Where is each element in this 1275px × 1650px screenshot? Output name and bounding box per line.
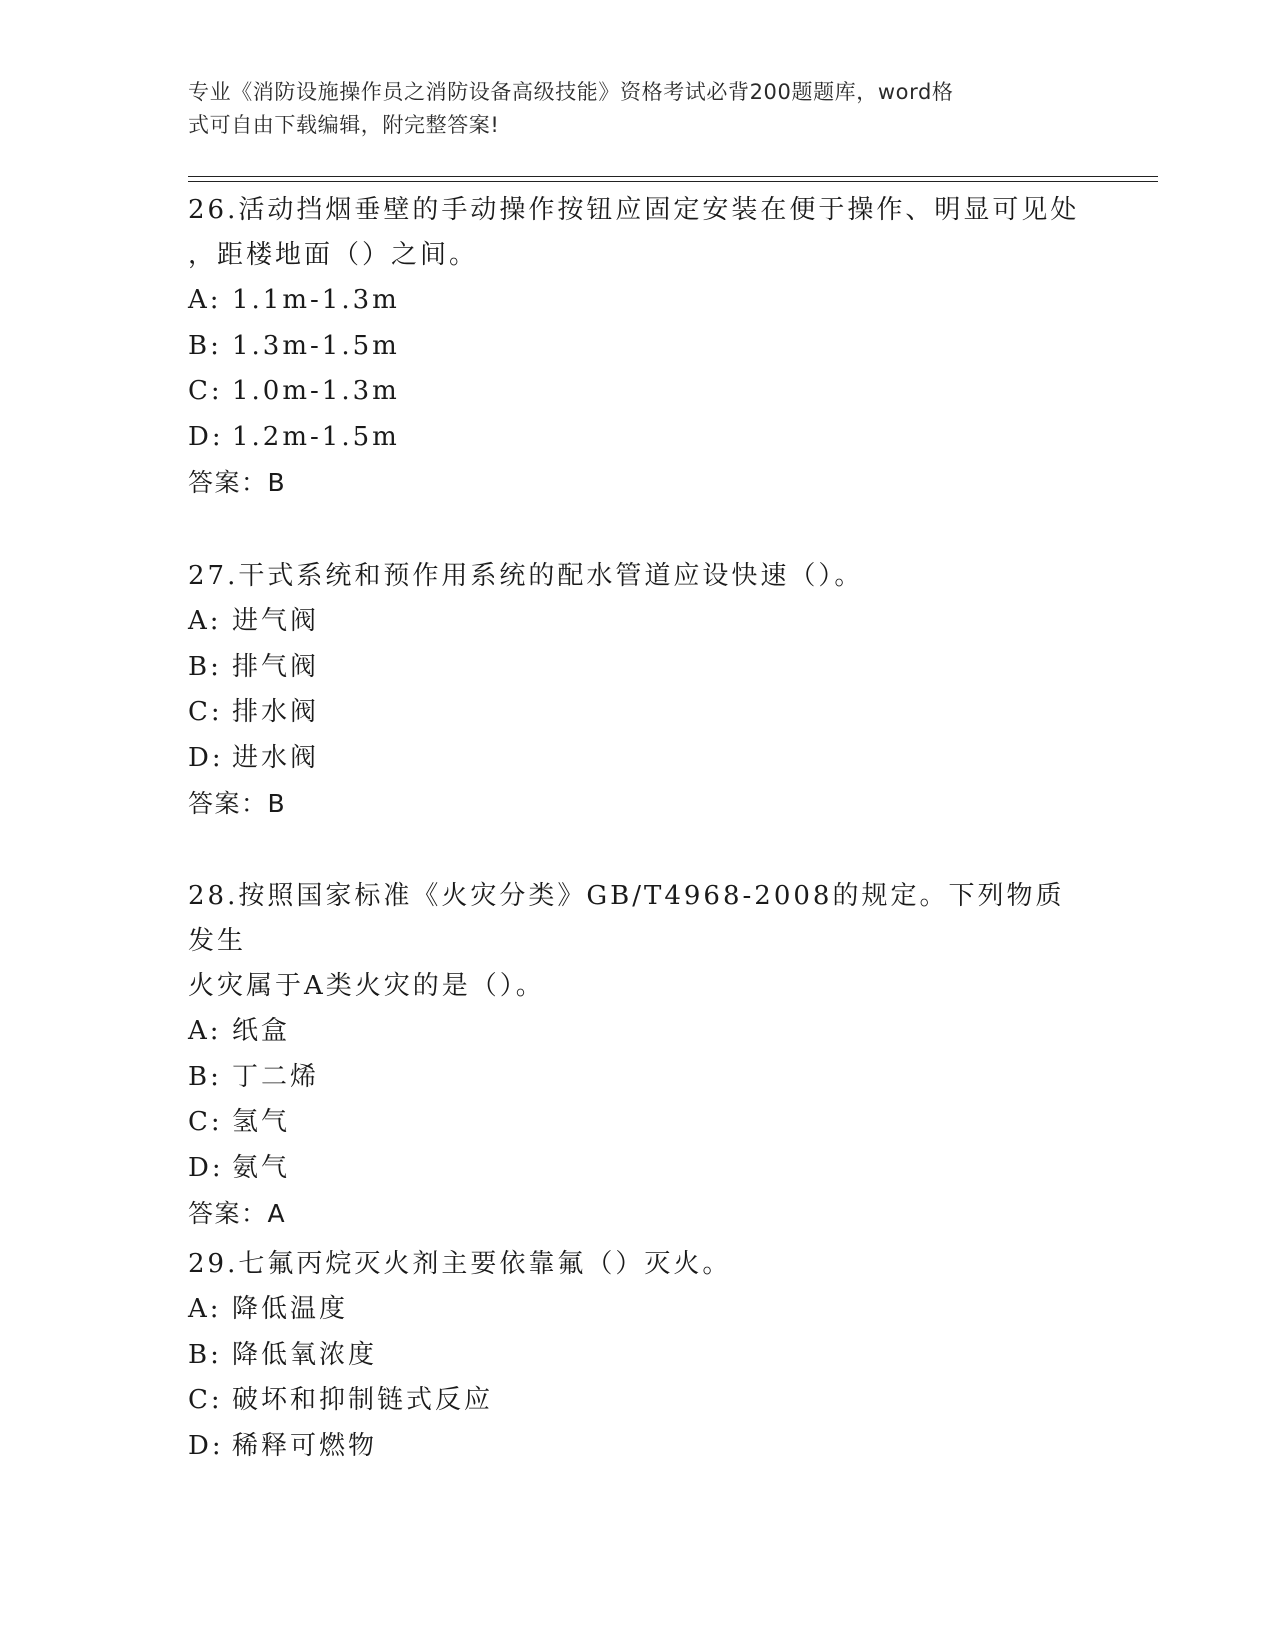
option-c xyxy=(188,690,1088,736)
document-header xyxy=(188,76,1088,142)
header-line-1: 专业《消防设施操作员之消防设备高级技能》资格考试必背200题题库，word格 xyxy=(188,80,954,104)
option-letter: A: xyxy=(188,1016,222,1046)
question-text-line-1: 26.活动挡烟垂壁的手动操作按钮应固定安装在便于操作、明显可见处 xyxy=(188,195,1080,225)
answer-line: 答案：B xyxy=(188,789,287,818)
question-29 xyxy=(188,1242,1088,1469)
option-a xyxy=(188,599,1088,645)
option-letter: D: xyxy=(188,421,224,452)
option-letter: C: xyxy=(188,697,223,727)
option-b xyxy=(188,324,1088,370)
question-text-line-1: 27.干式系统和预作用系统的配水管道应设快速（）。 xyxy=(188,561,864,591)
option-text: 氨气 xyxy=(232,1152,291,1183)
option-text: 1.1m-1.3m xyxy=(232,285,400,315)
option-text: 进水阀 xyxy=(232,742,320,773)
option-letter: C: xyxy=(188,376,223,406)
option-d xyxy=(188,1424,1088,1470)
question-28 xyxy=(188,874,1088,1236)
option-letter: D: xyxy=(188,1152,224,1183)
option-c xyxy=(188,369,1088,415)
option-c xyxy=(188,1378,1088,1424)
option-b xyxy=(188,1055,1088,1101)
option-letter: A: xyxy=(188,606,222,636)
question-text-line-2: ，距楼地面（）之间。 xyxy=(188,240,479,270)
option-letter: B: xyxy=(188,651,222,682)
option-letter: C: xyxy=(188,1385,223,1415)
answer-line: 答案：B xyxy=(188,468,287,497)
option-text: 1.2m-1.5m xyxy=(232,421,400,452)
option-c xyxy=(188,1100,1088,1146)
option-d xyxy=(188,415,1088,461)
question-26 xyxy=(188,188,1088,505)
option-a xyxy=(188,1009,1088,1055)
option-text: 破坏和抑制链式反应 xyxy=(232,1385,494,1415)
option-text: 降低温度 xyxy=(232,1294,349,1324)
option-text: 丁二烯 xyxy=(232,1061,320,1092)
option-text: 进气阀 xyxy=(232,606,320,636)
option-d xyxy=(188,736,1088,782)
option-b xyxy=(188,1333,1088,1379)
header-divider-top xyxy=(188,176,1158,177)
option-text: 1.3m-1.5m xyxy=(232,330,400,361)
option-text: 排水阀 xyxy=(232,697,320,727)
question-text-line-1: 29.七氟丙烷灭火剂主要依靠氟（）灭火。 xyxy=(188,1249,732,1279)
question-27 xyxy=(188,554,1088,826)
option-text: 稀释可燃物 xyxy=(232,1430,378,1461)
option-text: 1.0m-1.3m xyxy=(232,376,400,406)
question-text-line-1: 28.按照国家标准《火灾分类》GB/T4968-2008的规定。下列物质发生 xyxy=(188,881,1065,956)
header-line-2: 式可自由下载编辑，附完整答案! xyxy=(188,113,500,137)
option-d xyxy=(188,1146,1088,1192)
header-divider-bottom xyxy=(188,181,1158,182)
option-letter: A: xyxy=(188,1294,222,1324)
option-text: 纸盒 xyxy=(232,1016,291,1046)
option-letter: D: xyxy=(188,742,224,773)
option-text: 排气阀 xyxy=(232,651,320,682)
option-letter: B: xyxy=(188,330,222,361)
question-text-line-2: 火灾属于A类火灾的是（）。 xyxy=(188,971,545,1001)
option-text: 降低氧浓度 xyxy=(232,1339,378,1370)
option-letter: C: xyxy=(188,1107,223,1137)
option-b xyxy=(188,645,1088,691)
option-a xyxy=(188,278,1088,324)
option-letter: B: xyxy=(188,1339,222,1370)
option-letter: A: xyxy=(188,285,222,315)
option-letter: B: xyxy=(188,1061,222,1092)
option-text: 氢气 xyxy=(232,1107,291,1137)
option-letter: D: xyxy=(188,1430,224,1461)
option-a xyxy=(188,1287,1088,1333)
answer-line: 答案：A xyxy=(188,1199,287,1228)
